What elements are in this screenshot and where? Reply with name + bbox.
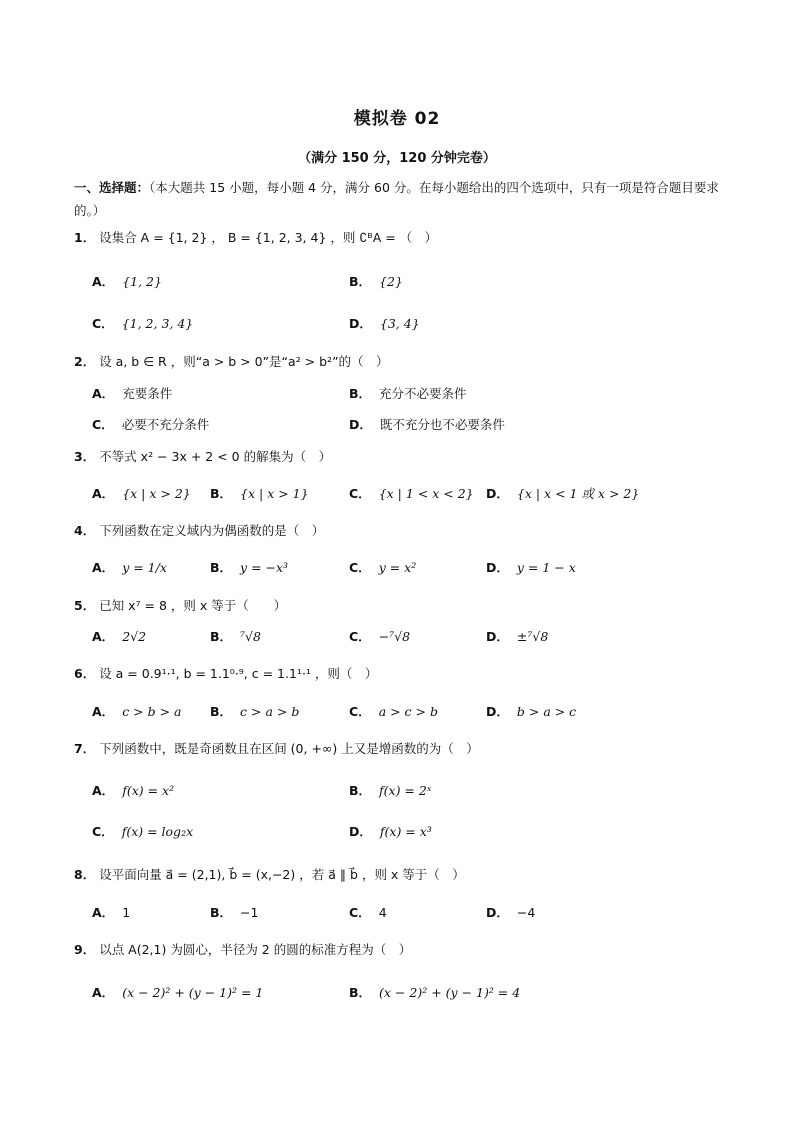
question-4 <box>74 521 324 539</box>
option <box>92 314 193 332</box>
option-label: C． <box>349 486 371 501</box>
option-label: B． <box>349 274 372 289</box>
option-label: A． <box>92 629 115 644</box>
option <box>92 272 162 290</box>
option-label: B． <box>349 985 372 1000</box>
question-1 <box>74 228 437 246</box>
option-text: a > c > b <box>378 704 438 719</box>
question-stem: 下列函数中，既是奇函数且在区间 (0, +∞) 上又是增函数的为（ ） <box>99 741 479 756</box>
option-label: C． <box>92 824 114 839</box>
option-label: C． <box>349 704 371 719</box>
question-stem: 已知 x⁷ = 8 ，则 x 等于（ ） <box>99 598 287 613</box>
page-title: 模拟卷 02 <box>353 109 441 129</box>
option-text: (x − 2)² + (y − 1)² = 4 <box>379 985 521 1000</box>
option-text: (x − 2)² + (y − 1)² = 1 <box>122 985 264 1000</box>
option-text: 4 <box>378 905 387 920</box>
page-subtitle: （满分 150 分，120 分钟完卷） <box>298 151 496 166</box>
option <box>349 781 431 799</box>
option <box>349 314 420 332</box>
option-text: y = −x³ <box>240 560 289 575</box>
option <box>210 484 309 502</box>
option-label: D． <box>349 316 372 331</box>
option <box>92 702 181 720</box>
option-text: −4 <box>516 905 536 920</box>
section-heading: 一、选择题： <box>74 180 150 195</box>
option <box>92 627 146 645</box>
option <box>92 415 209 433</box>
option-label: D． <box>349 417 372 432</box>
option <box>486 484 639 502</box>
question-6 <box>74 664 377 682</box>
option-label: D． <box>486 560 509 575</box>
option-text: y = x² <box>378 560 417 575</box>
question-number: 9． <box>74 942 96 957</box>
option-text: y = 1/x <box>122 560 167 575</box>
question-number: 1． <box>74 230 96 245</box>
option-text: ⁷√8 <box>240 629 261 644</box>
option-label: A． <box>92 704 115 719</box>
option-label: C． <box>92 316 114 331</box>
option-label: C． <box>92 417 114 432</box>
question-number: 4． <box>74 523 96 538</box>
option-label: D． <box>486 629 509 644</box>
option-label: C． <box>349 629 371 644</box>
option-label: D． <box>349 824 372 839</box>
option <box>349 702 438 720</box>
option-text: b > a > c <box>516 704 577 719</box>
option <box>349 484 474 502</box>
option-label: C． <box>349 905 371 920</box>
option <box>92 781 174 799</box>
question-stem: 设 a = 0.9¹·¹, b = 1.1⁰·⁹, c = 1.1¹·¹ ，则（ ） <box>99 666 378 681</box>
option <box>486 903 535 921</box>
question-stem: 设 a, b ∈ R ，则“a > b > 0”是“a² > b²”的（ ） <box>99 354 389 369</box>
question-stem: 以点 A(2,1) 为圆心，半径为 2 的圆的标准方程为（ ） <box>99 942 412 957</box>
option-label: B． <box>210 629 233 644</box>
question-5 <box>74 596 286 614</box>
question-8 <box>74 865 465 883</box>
question-number: 6． <box>74 666 96 681</box>
option-label: D． <box>486 486 509 501</box>
option-label: D． <box>486 704 509 719</box>
option-label: A． <box>92 985 115 1000</box>
option-label: D． <box>486 905 509 920</box>
section-instructions <box>74 176 724 222</box>
option-text: {x | x > 2} <box>122 486 191 501</box>
question-number: 7． <box>74 741 96 756</box>
option <box>349 384 467 402</box>
option-text: 既不充分也不必要条件 <box>379 417 505 432</box>
option-text: {x | x > 1} <box>240 486 309 501</box>
option-label: C． <box>349 560 371 575</box>
option <box>92 903 130 921</box>
question-stem: 不等式 x² − 3x + 2 < 0 的解集为（ ） <box>99 449 332 464</box>
option-text: {2} <box>379 274 403 289</box>
option <box>92 822 193 840</box>
option-text: {1, 2, 3, 4} <box>121 316 194 331</box>
question-9 <box>74 940 411 958</box>
option-label: B． <box>349 783 372 798</box>
question-number: 3． <box>74 449 96 464</box>
option-label: B． <box>210 905 233 920</box>
option <box>210 627 261 645</box>
option <box>349 558 416 576</box>
option-text: {x | x < 1 或 x > 2} <box>516 486 640 501</box>
option-text: f(x) = x³ <box>379 824 432 839</box>
question-stem: 下列函数在定义域内为偶函数的是（ ） <box>99 523 325 538</box>
option-label: B． <box>349 386 372 401</box>
option <box>92 558 167 576</box>
option <box>92 384 172 402</box>
option <box>92 983 263 1001</box>
option-label: A． <box>92 560 115 575</box>
option-text: 必要不充分条件 <box>121 417 210 432</box>
option <box>210 903 258 921</box>
option <box>349 983 520 1001</box>
question-stem: 设平面向量 a⃗ = (2,1), b⃗ = (x,−2) ，若 a⃗ ∥ b⃗ ，则 x 等于（ ） <box>99 867 465 882</box>
question-3 <box>74 447 331 465</box>
option-label: A． <box>92 486 115 501</box>
option-text: f(x) = 2ˣ <box>379 783 432 798</box>
option-text: 充要条件 <box>122 386 173 401</box>
option-label: A． <box>92 386 115 401</box>
option <box>486 558 576 576</box>
option-text: 充分不必要条件 <box>379 386 467 401</box>
option-label: A． <box>92 905 115 920</box>
option-text: c > a > b <box>240 704 300 719</box>
option <box>210 558 288 576</box>
option-text: ±⁷√8 <box>516 629 549 644</box>
option-label: B． <box>210 486 233 501</box>
option-text: 2√2 <box>122 629 147 644</box>
option-text: 1 <box>122 905 131 920</box>
option-text: f(x) = x² <box>122 783 175 798</box>
option-text: {3, 4} <box>379 316 420 331</box>
option-text: f(x) = log₂x <box>121 824 194 839</box>
question-2 <box>74 352 389 370</box>
option <box>349 903 387 921</box>
option <box>349 822 432 840</box>
question-stem: 设集合 A = {1, 2} ， B = {1, 2, 3, 4} ，则 ∁ᴮA = （ ） <box>99 230 438 245</box>
option <box>92 484 191 502</box>
option-text: −1 <box>240 905 259 920</box>
option-text: c > b > a <box>122 704 182 719</box>
section-description: （本大题共 15 小题，每小题 4 分，满分 60 分。在每小题给出的四个选项中，只有一项是符合题目要求的。） <box>74 180 719 218</box>
option <box>349 415 505 433</box>
question-number: 5． <box>74 598 96 613</box>
question-7 <box>74 739 479 757</box>
option-label: B． <box>210 560 233 575</box>
option-text: y = 1 − x <box>516 560 576 575</box>
option-label: A． <box>92 783 115 798</box>
option-text: −⁷√8 <box>378 629 411 644</box>
option <box>486 702 576 720</box>
option <box>486 627 548 645</box>
option-text: {x | 1 < x < 2} <box>378 486 474 501</box>
option-text: {1, 2} <box>122 274 162 289</box>
option-label: B． <box>210 704 233 719</box>
option <box>210 702 299 720</box>
option-label: A． <box>92 274 115 289</box>
question-number: 2． <box>74 354 96 369</box>
option <box>349 627 410 645</box>
option <box>349 272 403 290</box>
question-number: 8． <box>74 867 96 882</box>
